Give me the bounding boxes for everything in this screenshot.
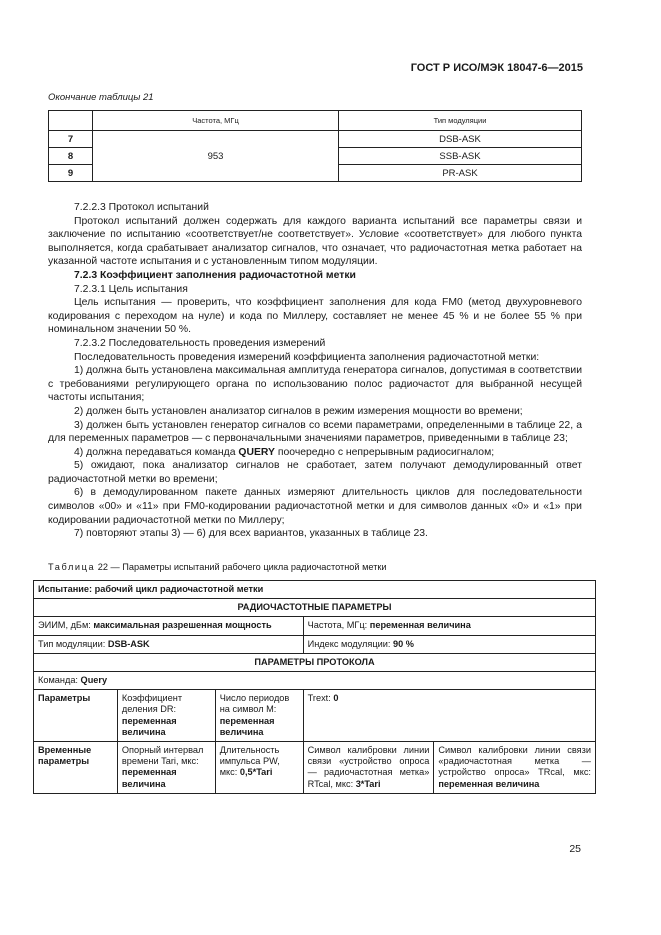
tari-value: переменная величина	[121, 767, 177, 789]
table-row	[34, 742, 596, 794]
document-code: ГОСТ Р ИСО/МЭК 18047-6—2015	[410, 62, 583, 74]
index-label: Индекс модуляции:	[307, 638, 393, 649]
dr-cell	[117, 690, 215, 742]
pw-label: Длительность импульса PW, мкс:	[219, 745, 280, 778]
rtcal-value: 3*Tari	[355, 778, 381, 789]
trext-value: 0	[333, 693, 339, 704]
dr-value: переменная величина	[121, 715, 177, 737]
index-value: 90 %	[393, 638, 414, 649]
row-number: 8	[49, 148, 93, 165]
dr-label: Коэффициент деления DR:	[121, 693, 183, 715]
list-item: 1) должна быть установлена максимальная амплитуда генератора сигналов, допустимая в соответствии с требованиями регулирующего органа по использованию полос радиочастот для выбранной несущей частоты испытания;	[48, 365, 582, 404]
table-22	[33, 580, 596, 794]
list-item-text: поочередно с непрерывным радиосигналом;	[274, 446, 495, 458]
table-label: Таблица	[48, 562, 96, 572]
section-heading: 7.2.3 Коэффициент заполнения радиочастотной метки	[74, 269, 356, 281]
m-value: переменная величина	[219, 715, 275, 737]
table-row	[49, 131, 582, 148]
trext-label: Trext:	[307, 693, 334, 704]
command-value: Query	[80, 675, 108, 686]
time-params-label: Временные параметры	[34, 742, 118, 794]
row-number: 9	[49, 165, 93, 182]
m-label: Число периодов на символ M:	[219, 693, 290, 715]
tari-cell	[117, 742, 215, 794]
table-row	[34, 635, 596, 653]
paragraph: Протокол испытаний должен содержать для каждого варианта испытаний все параметры связи и заключение по испытанию «соответствует/не соответствует». Условие «соответствует» для любого пункта выполняется, когда срабатывает анализатор сигналов, что означает, что радиочастотная метка работает на указанной частоте испытания и с установленным типом модуляции.	[48, 215, 582, 268]
header-cell-frequency: Частота, МГц	[93, 111, 339, 131]
list-item: 7) повторяют этапы 3) — 6) для всех вариантов, указанных в таблице 23.	[74, 528, 428, 540]
table-row	[34, 581, 596, 599]
list-item: 6) в демодулированном пакете данных измеряют длительность циклов для последовательности символов «00» и «11» при FM0-кодировании радиочастотной метки и для символов данных «0» и «1» при кодировании радиочастотной метки по Миллеру;	[48, 487, 582, 526]
trcal-label: Символ калибровки линии связи «радиочастотная метка — устройство опроса» TRcal, мкс:	[438, 745, 591, 778]
frequency-value: 953	[93, 131, 339, 182]
table21-caption: Окончание таблицы 21	[48, 92, 154, 103]
table-caption-text: 22 — Параметры испытаний рабочего цикла радиочастотной метки	[95, 562, 387, 572]
table-21	[48, 110, 582, 182]
eirp-cell	[34, 617, 304, 635]
eirp-label: ЭИИМ, дБм:	[38, 620, 94, 631]
page-number: 25	[569, 843, 581, 855]
body-text	[48, 201, 582, 541]
params-label: Параметры	[34, 690, 118, 742]
modulation-value: DSB-ASK	[339, 131, 582, 148]
list-item-text: 4) должна передаваться команда	[74, 446, 239, 458]
rtcal-cell	[303, 742, 434, 794]
modulation-cell	[34, 635, 304, 653]
command-cell	[34, 672, 596, 690]
list-item: 2) должен быть установлен анализатор сигналов в режим измерения мощности во времени;	[74, 405, 523, 417]
section-heading: 7.2.2.3 Протокол испытаний	[74, 202, 209, 213]
rf-params-heading: РАДИОЧАСТОТНЫЕ ПАРАМЕТРЫ	[34, 599, 596, 617]
index-cell	[303, 635, 595, 653]
frequency-value: переменная величина	[369, 620, 471, 631]
eirp-value: максимальная разрешенная мощность	[93, 620, 272, 631]
modulation-label: Тип модуляции:	[38, 638, 108, 649]
table-row	[34, 672, 596, 690]
rtcal-label: Символ калибровки линии связи «устройство опроса — радиочастотная метка» RTcal, мкс:	[307, 745, 430, 789]
command-label: Команда:	[38, 675, 81, 686]
table-header-row	[49, 111, 582, 131]
query-command: QUERY	[238, 446, 275, 458]
pw-cell	[215, 742, 303, 794]
modulation-value: SSB-ASK	[339, 148, 582, 165]
trcal-value: переменная величина	[438, 778, 540, 789]
row-number: 7	[49, 131, 93, 148]
section-heading: 7.2.3.2 Последовательность проведения измерений	[74, 337, 326, 349]
list-item: 5) ожидают, пока анализатор сигналов не сработает, затем получают демодулированный ответ радиочастотной метки во времени;	[48, 460, 582, 485]
table22-caption	[48, 562, 387, 572]
table-row	[34, 690, 596, 742]
list-item	[48, 446, 582, 460]
paragraph: Цель испытания — проверить, что коэффициент заполнения для кода FM0 (метод двухуровневого кодирования с переходом на нуле) и кода по Миллеру, составляет не менее 45 % и не более 55 % при номинальном значении 50 %.	[48, 297, 582, 336]
trcal-cell	[434, 742, 596, 794]
modulation-value: PR-ASK	[339, 165, 582, 182]
table-row	[34, 617, 596, 635]
pw-value: 0,5*Tari	[239, 767, 273, 778]
tari-label: Опорный интервал времени Tari, мкс:	[121, 745, 204, 767]
test-name: Испытание: рабочий цикл радиочастотной метки	[34, 581, 596, 599]
list-item: 3) должен быть установлен генератор сигналов со всеми параметрами, определенными в таблице 22, а для переменных параметров — с первоначальными значениями параметров, приведенными в таблице 23;	[48, 419, 582, 445]
modulation-value: DSB-ASK	[107, 638, 150, 649]
frequency-label: Частота, МГц:	[307, 620, 370, 631]
header-cell-modulation: Тип модуляции	[339, 111, 582, 131]
paragraph: Последовательность проведения измерений коэффициента заполнения радиочастотной метки:	[74, 351, 540, 363]
trext-cell	[303, 690, 595, 742]
frequency-cell	[303, 617, 595, 635]
section-heading: 7.2.3.1 Цель испытания	[74, 283, 188, 295]
table-row	[34, 653, 596, 671]
header-cell-empty	[49, 111, 93, 131]
protocol-params-heading: ПАРАМЕТРЫ ПРОТОКОЛА	[34, 653, 596, 671]
table-row	[34, 599, 596, 617]
m-cell	[215, 690, 303, 742]
